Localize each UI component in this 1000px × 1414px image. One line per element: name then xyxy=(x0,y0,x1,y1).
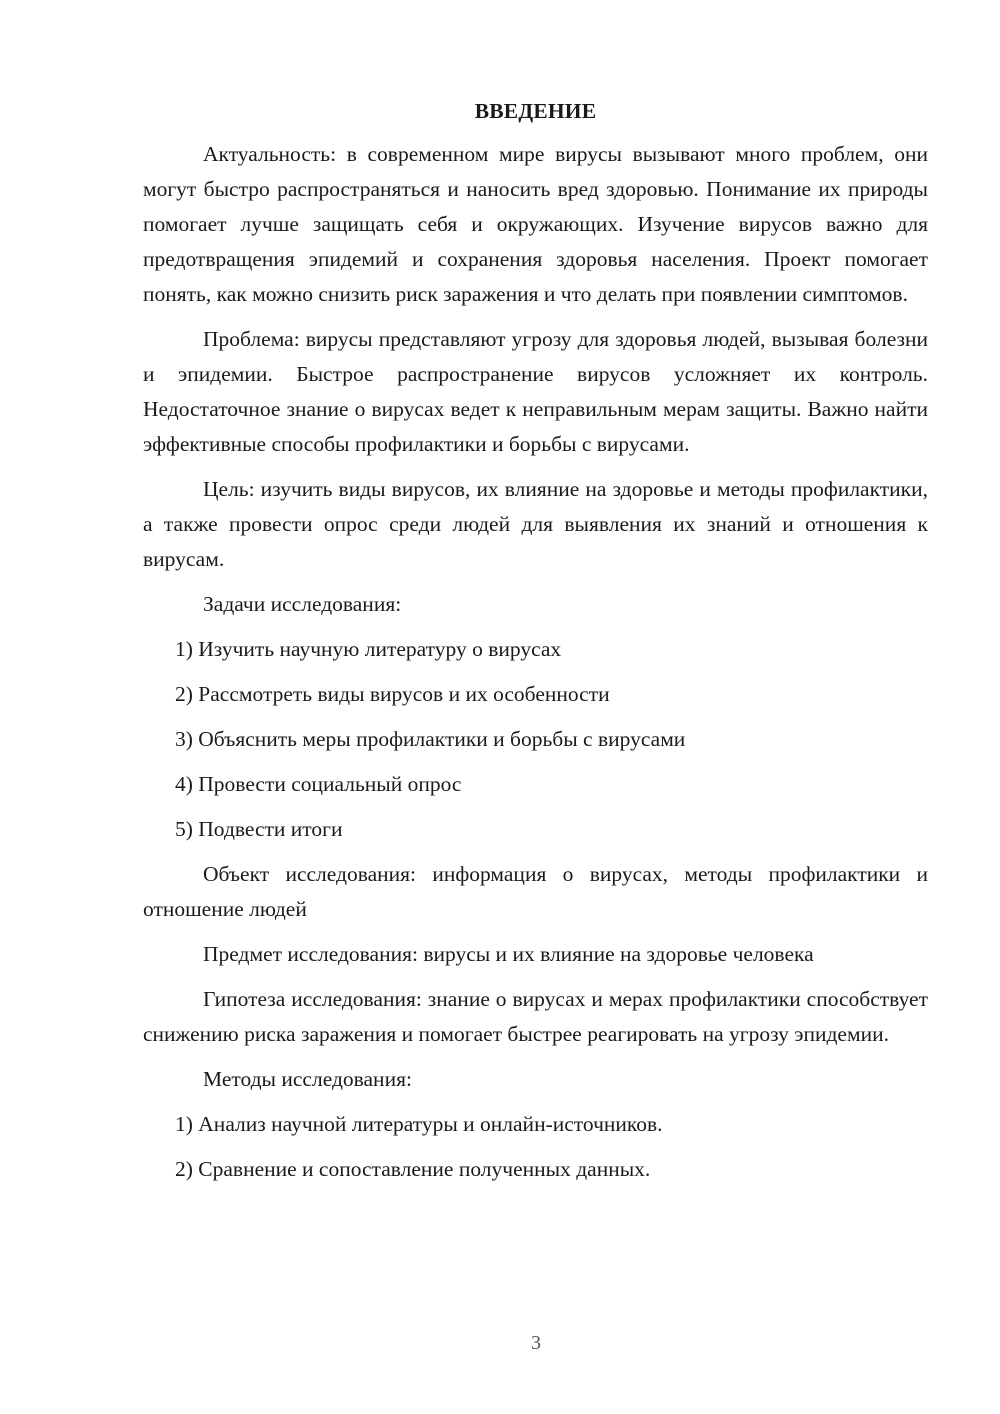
page-number: 3 xyxy=(531,1332,541,1354)
list-item: 3) Объяснить меры профилактики и борьбы с вирусами xyxy=(175,727,686,751)
list-item: 2) Сравнение и сопоставление полученных данных. xyxy=(175,1157,651,1181)
problem-paragraph: Проблема: вирусы представляют угрозу для здоровья людей, вызывая болезни и эпидемии. Быстрое распространение вирусов усложняет их контроль. Недостаточное знание о вирусах ведет к неправильным мерам защиты. Важно найти эффективные способы профилактики и борьбы с вирусами. xyxy=(143,327,928,456)
section-title: ВВЕДЕНИЕ xyxy=(474,99,597,123)
tasks-list xyxy=(143,632,928,847)
list-item: 5) Подвести итоги xyxy=(175,817,343,841)
list-item: 4) Провести социальный опрос xyxy=(175,772,462,796)
methods-list xyxy=(143,1107,928,1187)
subject-paragraph: Предмет исследования: вирусы и их влияние на здоровье человека xyxy=(203,942,814,966)
object-paragraph: Объект исследования: информация о вирусах, методы профилактики и отношение людей xyxy=(143,862,928,921)
relevance-paragraph: Актуальность: в современном мире вирусы вызывают много проблем, они могут быстро распространяться и наносить вред здоровью. Понимание их природы помогает лучше защищать себя и окружающих. Изучение вирусов важно для предотвращения эпидемий и сохранения здоровья населения. Проект помогает понять, как можно снизить риск заражения и что делать при появлении симптомов. xyxy=(143,142,928,306)
hypothesis-paragraph: Гипотеза исследования: знание о вирусах и мерах профилактики способствует снижению риска заражения и помогает быстрее реагировать на угрозу эпидемии. xyxy=(143,987,928,1046)
list-item: 2) Рассмотреть виды вирусов и их особенности xyxy=(175,682,610,706)
list-item: 1) Анализ научной литературы и онлайн-источников. xyxy=(175,1112,663,1136)
list-item: 1) Изучить научную литературу о вирусах xyxy=(175,637,562,661)
tasks-heading: Задачи исследования: xyxy=(203,592,402,616)
methods-heading: Методы исследования: xyxy=(203,1067,412,1091)
document-page xyxy=(143,96,928,1197)
goal-paragraph: Цель: изучить виды вирусов, их влияние на здоровье и методы профилактики, а также провести опрос среди людей для выявления их знаний и отношения к вирусам. xyxy=(143,477,928,571)
